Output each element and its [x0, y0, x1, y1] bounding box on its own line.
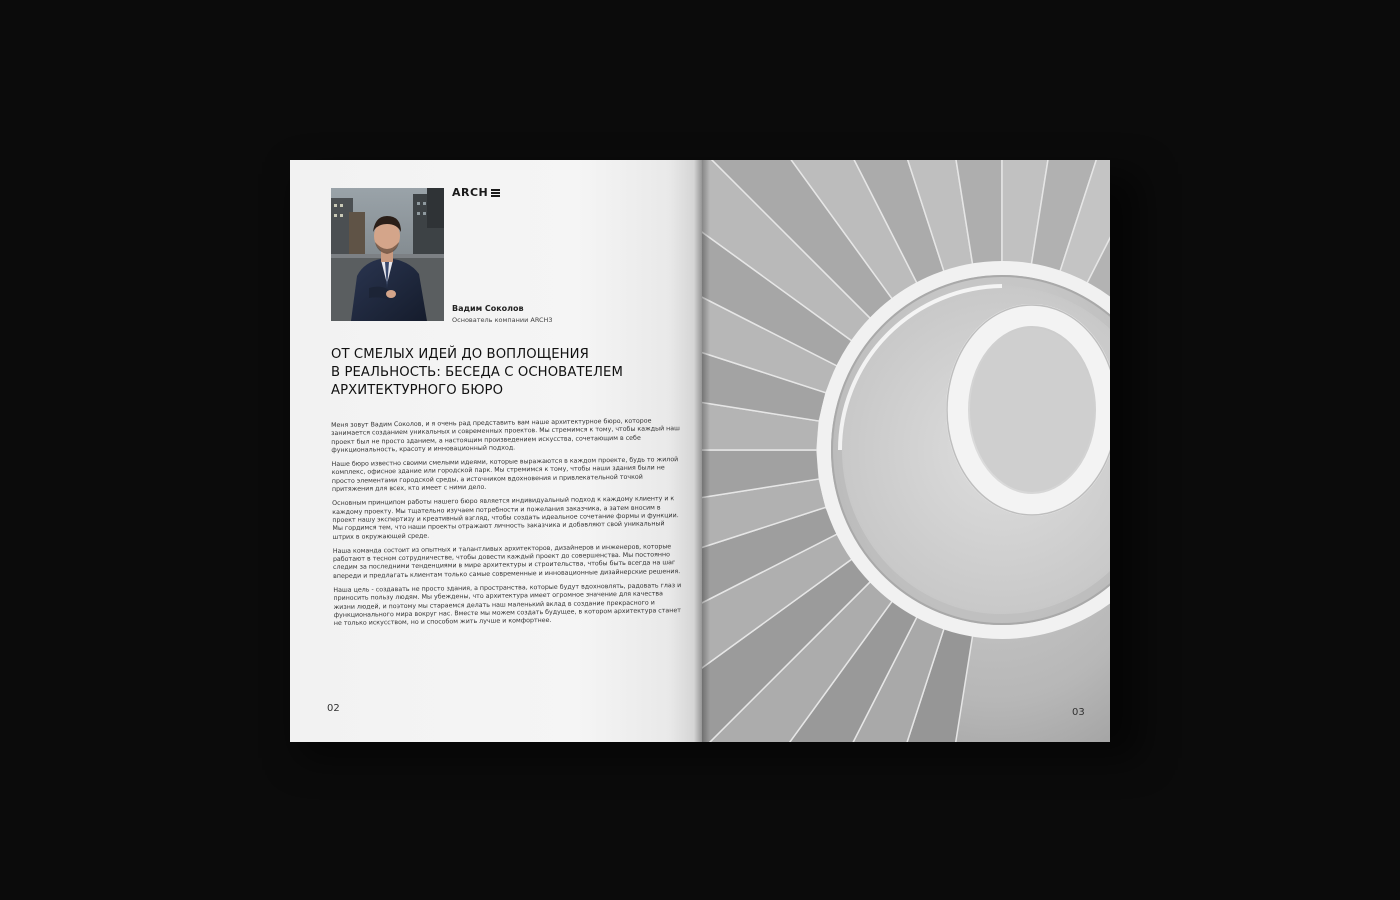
brand-logo — [452, 186, 500, 199]
magazine-spread — [290, 160, 1110, 742]
article-paragraph: Основным принципом работы нашего бюро является индивидуальный подход к каждому клиенту и к каждому проекту. Мы тщательно изучаем потребности и пожелания заказчика, а затем вносим в проект нашу экспертизу и креативный взгляд, чтобы создать идеальное сочетание формы и функции. Мы гордимся тем, что наши проекты отражают личность заказчика и добавляют свой уникальный штрих в окружающей среде. — [332, 495, 679, 541]
logo-text: ARCH — [452, 186, 489, 199]
article-paragraph: Наше бюро известно своими смелыми идеями, которые выражаются в каждом проекте, будь то жилой комплекс, офисное здание или городской парк. Мы стремимся к тому, чтобы наши здания были не просто элементами городской среды, а источником вдохновения и привлекательной точкой притяжения для всех, кто имеет с ними дело. — [331, 456, 679, 494]
headline-line: ОТ СМЕЛЫХ ИДЕЙ ДО ВОПЛОЩЕНИЯ — [331, 347, 589, 362]
article-paragraph: Наша цель - создавать не просто здания, а пространства, которые будут вдохновлять, радовать глаз и приносить пользу людям. Мы убеждены, что архитектура имеет огромное значение для качества жизни людей, и поэтому мы стараемся делать наш маленький вклад в создание прекрасного и функционального мира вокруг нас. Вместе мы можем создать будущее, в котором архитектура станет не только искусством, но и способом жить лучше и комфортнее. — [333, 582, 682, 628]
headline-line: АРХИТЕКТУРНОГО БЮРО — [331, 383, 504, 398]
article-body — [331, 417, 684, 634]
right-page — [702, 160, 1110, 742]
article-paragraph: Меня зовут Вадим Соколов, и я очень рад представить вам наше архитектурное бюро, которое занимается созданием уникальных и современных проектов. Мы стремимся к тому, чтобы каждый наш проект был не просто зданием, а настоящим произведением искусства, сочетающим в себе функциональность, красоту и инновационный подход. — [331, 417, 680, 454]
logo-stripes-icon — [491, 189, 500, 197]
left-page — [290, 160, 702, 742]
person-role: Основатель компании ARCH3 — [452, 316, 553, 324]
headline-line: В РЕАЛЬНОСТЬ: БЕСЕДА С ОСНОВАТЕЛЕМ — [331, 365, 623, 380]
article-paragraph: Наша команда состоит из опытных и талантливых архитекторов, дизайнеров и инженеров, которые работают в тесном сотрудничестве, чтобы довести каждый проект до совершенства. Мы постоянно следим за последними тенденциями в мире архитектуры и строительства, чтобы быть всегда на шаг впереди и предлагать клиентам только самые современные и инновационные дизайнерские решения. — [332, 543, 681, 580]
person-name: Вадим Соколов — [452, 304, 524, 313]
portrait-illustration — [331, 188, 444, 321]
page-number-right: 03 — [1072, 707, 1085, 718]
page-number-left: 02 — [327, 703, 340, 714]
spiral-staircase-photo — [702, 160, 1110, 742]
portrait-photo — [331, 188, 444, 321]
article-headline — [331, 346, 686, 400]
